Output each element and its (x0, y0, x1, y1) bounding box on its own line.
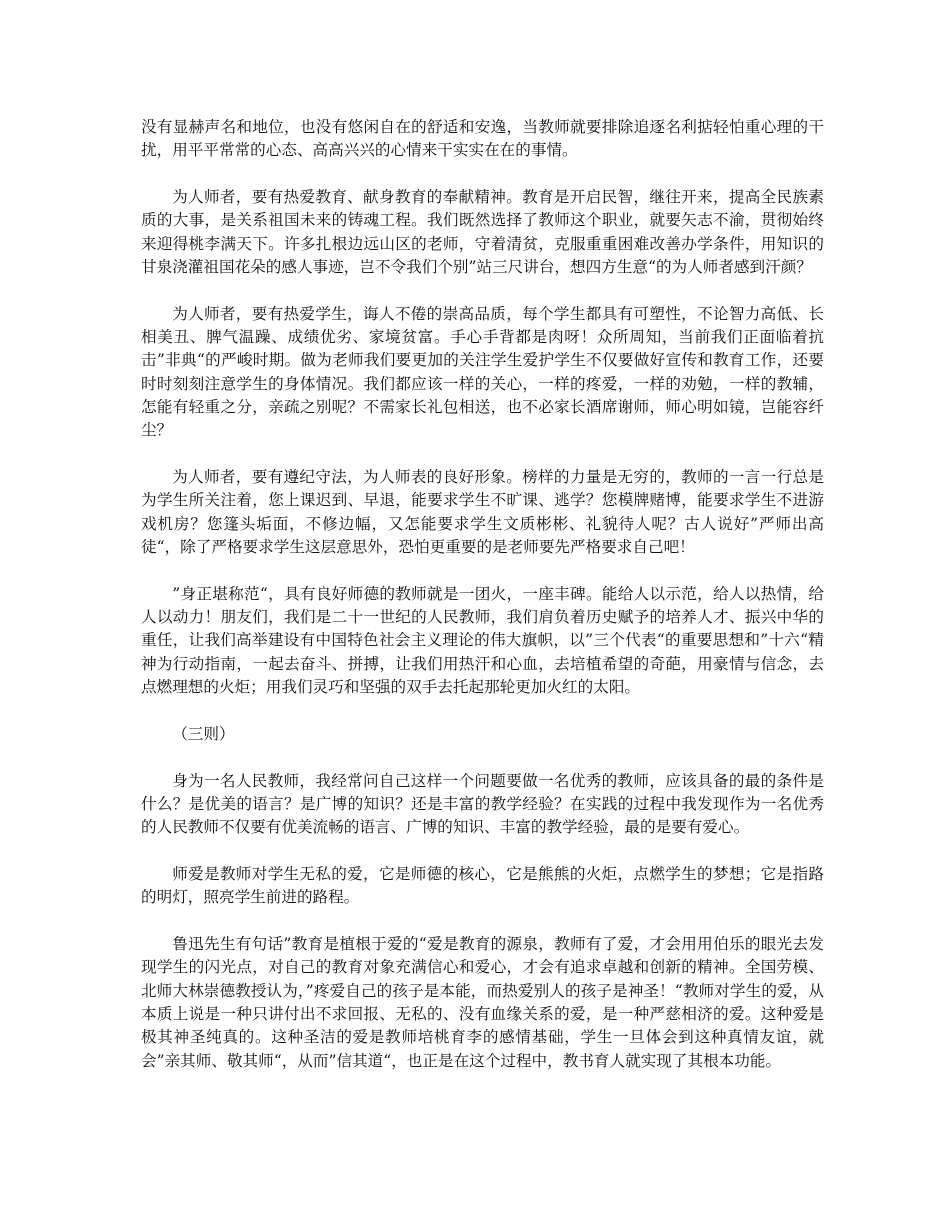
paragraph: 鲁迅先生有句话”教育是植根于爱的“爱是教育的源泉，教师有了爱，才会用用伯乐的眼光去发现学生的闪光点，对自己的教育对象充满信心和爱心，才会有追求卓越和创新的精神。全国劳模、北师大林崇德教授认为，”疼爱自己的孩子是本能，而热爱别人的孩子是神圣！“教师对学生的爱，从本质上说是一种只讲付出不求回报、无私的、没有血缘关系的爱，是一种严慈相济的爱。这种爱是极其神圣纯真的。这种圣洁的爱是教师培桃育李的感情基础，学生一旦体会到这种真情友谊，就会”亲其师、敬其师“，从而”信其道“，也正是在这个过程中，教书育人就实现了其根本功能。 (141, 935, 824, 1070)
document-body (141, 116, 824, 1096)
paragraph: 身为一名人民教师，我经常问自己这样一个问题要做一名优秀的教师，应该具备的最的条件是什么？是优美的语言？是广博的知识？还是丰富的教学经验？在实践的过程中我发现作为一名优秀的人民教师不仅要有优美流畅的语言、广博的知识、丰富的教学经验，最的是要有爱心。 (141, 771, 824, 837)
paragraph: 为人师者，要有热爱教育、献身教育的奉献精神。教育是开启民智，继往开来，提高全民族素质的大事，是关系祖国未来的铸魂工程。我们既然选择了教师这个职业，就要矢志不渝，贯彻始终来迎得桃李满天下。许多扎根边远山区的老师，守着清贫，克服重重困难改善办学条件，用知识的甘泉浇灌祖国花朵的感人事迹，岂不令我们个别”站三尺讲台，想四方生意“的为人师者感到汗颜？ (141, 188, 824, 276)
section-heading: （三则） (172, 724, 235, 743)
paragraph: 没有显赫声名和地位，也没有悠闲自在的舒适和安逸，当教师就要排除追逐名利掂轻怕重心理的干扰，用平平常常的心态、高高兴兴的心情来干实实在在的事情。 (141, 118, 824, 160)
paragraph: 师爱是教师对学生无私的爱，它是师德的核心，它是熊熊的火炬，点燃学生的梦想；它是指路的明灯，照亮学生前进的路程。 (141, 864, 824, 907)
paragraph: ”身正堪称范“，具有良好师德的教师就是一团火，一座丰碑。能给人以示范，给人以热情，给人以动力！朋友们，我们是二十一世纪的人民教师，我们肩负着历史赋予的培养人才、振兴中华的重任，让我们高举建设有中国特色社会主义理论的伟大旗帜，以”三个代表“的重要思想和”十六“精神为行动指南，一起去奋斗、拼搏，让我们用热汗和心血，去培植希望的奇葩，用豪情与信念，去点燃理想的火炬；用我们灵巧和坚强的双手去托起那轮更加火红的太阳。 (141, 584, 824, 696)
paragraph: 为人师者，要有遵纪守法，为人师表的良好形象。榜样的力量是无穷的，教师的一言一行总是为学生所关注着，您上课迟到、早退，能要求学生不旷课、逃学？您模牌赌博，能要求学生不进游戏机房？您篷头垢面，不修边幅，又怎能要求学生文质彬彬、礼貌待人呢？古人说好”严师出高徒“，除了严格要求学生这层意思外，恐怕更重要的是老师要先严格要求自己吧！ (141, 468, 824, 556)
paragraph: 为人师者，要有热爱学生，诲人不倦的崇高品质，每个学生都具有可塑性，不论智力高低、长相美丑、脾气温躁、成绩优劣、家境贫富。手心手背都是肉呀！众所周知，当前我们正面临着抗击”非典“的严峻时期。做为老师我们要更加的关注学生爱护学生不仅要做好宣传和教育工作，还要时时刻刻注意学生的身体情况。我们都应该一样的关心，一样的疼爱，一样的劝勉，一样的教辅，怎能有轻重之分，亲疏之别呢？不需家长礼包相送，也不必家长酒席谢师，师心明如镜，岂能容纤尘？ (141, 304, 824, 440)
